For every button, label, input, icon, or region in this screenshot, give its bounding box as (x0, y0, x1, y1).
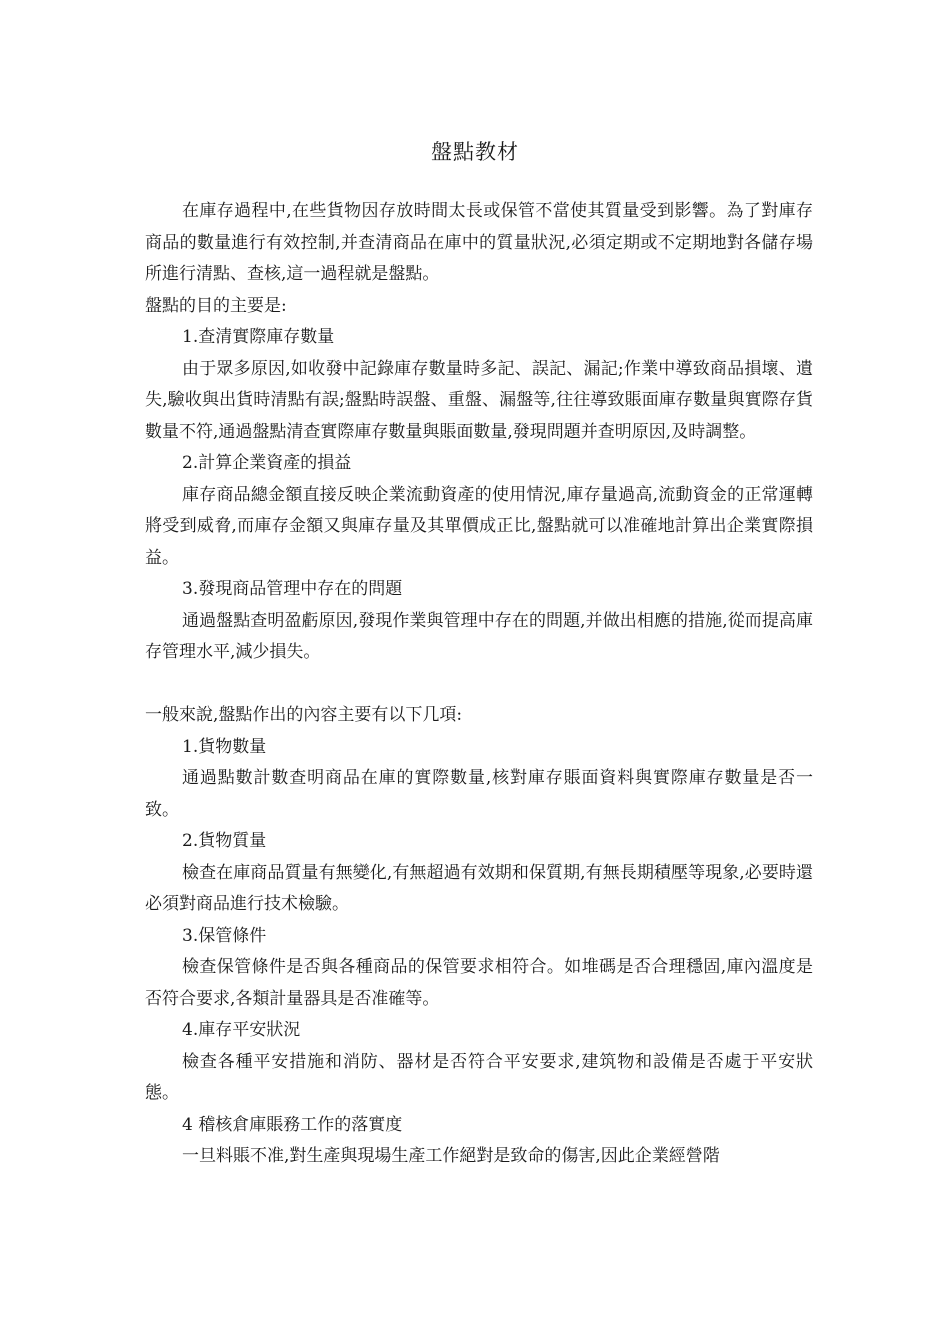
paragraph: 3.保管條件 (182, 925, 267, 946)
document-title: 盤點教材 (431, 140, 519, 164)
paragraph: 4 稽核倉庫賬務工作的落實度 (182, 1114, 403, 1135)
paragraph: 4.庫存平安狀況 (182, 1020, 301, 1040)
paragraph: 1.查清實際庫存數量 (182, 327, 335, 347)
paragraph: 一般來說,盤點作出的內容主要有以下几項: (145, 705, 463, 725)
paragraph: 由于眾多原因,如收發中記錄庫存數量時多記、誤記、漏記;作業中導致商品損壞、遺失,驗收與出貨時清點有誤;盤點時誤盤、重盤、漏盤等,往往導致賬面庫存數量與實際存貨數量不符,通過盤點清查實際庫存數量與賬面數量,發現問題并查明原因,及時調整。 (145, 358, 813, 442)
paragraph: 2.貨物質量 (182, 831, 267, 851)
paragraph: 檢查各種平安措施和消防、器材是否符合平安要求,建筑物和設備是否處于平安狀態。 (145, 1051, 813, 1103)
blank-line (145, 669, 813, 701)
document-body (145, 196, 813, 1173)
paragraph: 通過點數計數查明商品在庫的實際數量,核對庫存賬面資料與實際庫存數量是否一致。 (145, 768, 813, 820)
paragraph: 一旦料賬不准,對生產與現場生產工作絕對是致命的傷害,因此企業經營階 (182, 1146, 720, 1166)
paragraph: 通過盤點查明盈虧原因,發現作業與管理中存在的問題,并做出相應的措施,從而提高庫存管理水平,減少損失。 (145, 610, 813, 662)
paragraph: 在庫存過程中,在些貨物因存放時間太長或保管不當使其質量受到影響。為了對庫存商品的數量進行有效控制,并查清商品在庫中的質量狀況,必須定期或不定期地對各儲存場所進行清點、查核,這一過程就是盤點。 (145, 201, 813, 284)
paragraph: 庫存商品總金額直接反映企業流動資產的使用情況,庫存量過高,流動資金的正常運轉將受到威脅,而庫存金額又與庫存量及其單價成正比,盤點就可以准確地計算出企業實際損益。 (145, 484, 813, 568)
paragraph: 檢查保管條件是否與各種商品的保管要求相符合。如堆碼是否合理穩固,庫內溫度是否符合要求,各類計量器具是否准確等。 (145, 957, 813, 1009)
paragraph: 1.貨物數量 (182, 736, 267, 757)
paragraph: 盤點的目的主要是: (145, 295, 287, 316)
paragraph: 2.計算企業資產的損益 (182, 453, 352, 473)
paragraph: 3.發現商品管理中存在的問題 (182, 579, 403, 599)
paragraph: 檢查在庫商品質量有無變化,有無超過有效期和保質期,有無長期積壓等現象,必要時還必須對商品進行技术檢驗。 (145, 862, 813, 914)
